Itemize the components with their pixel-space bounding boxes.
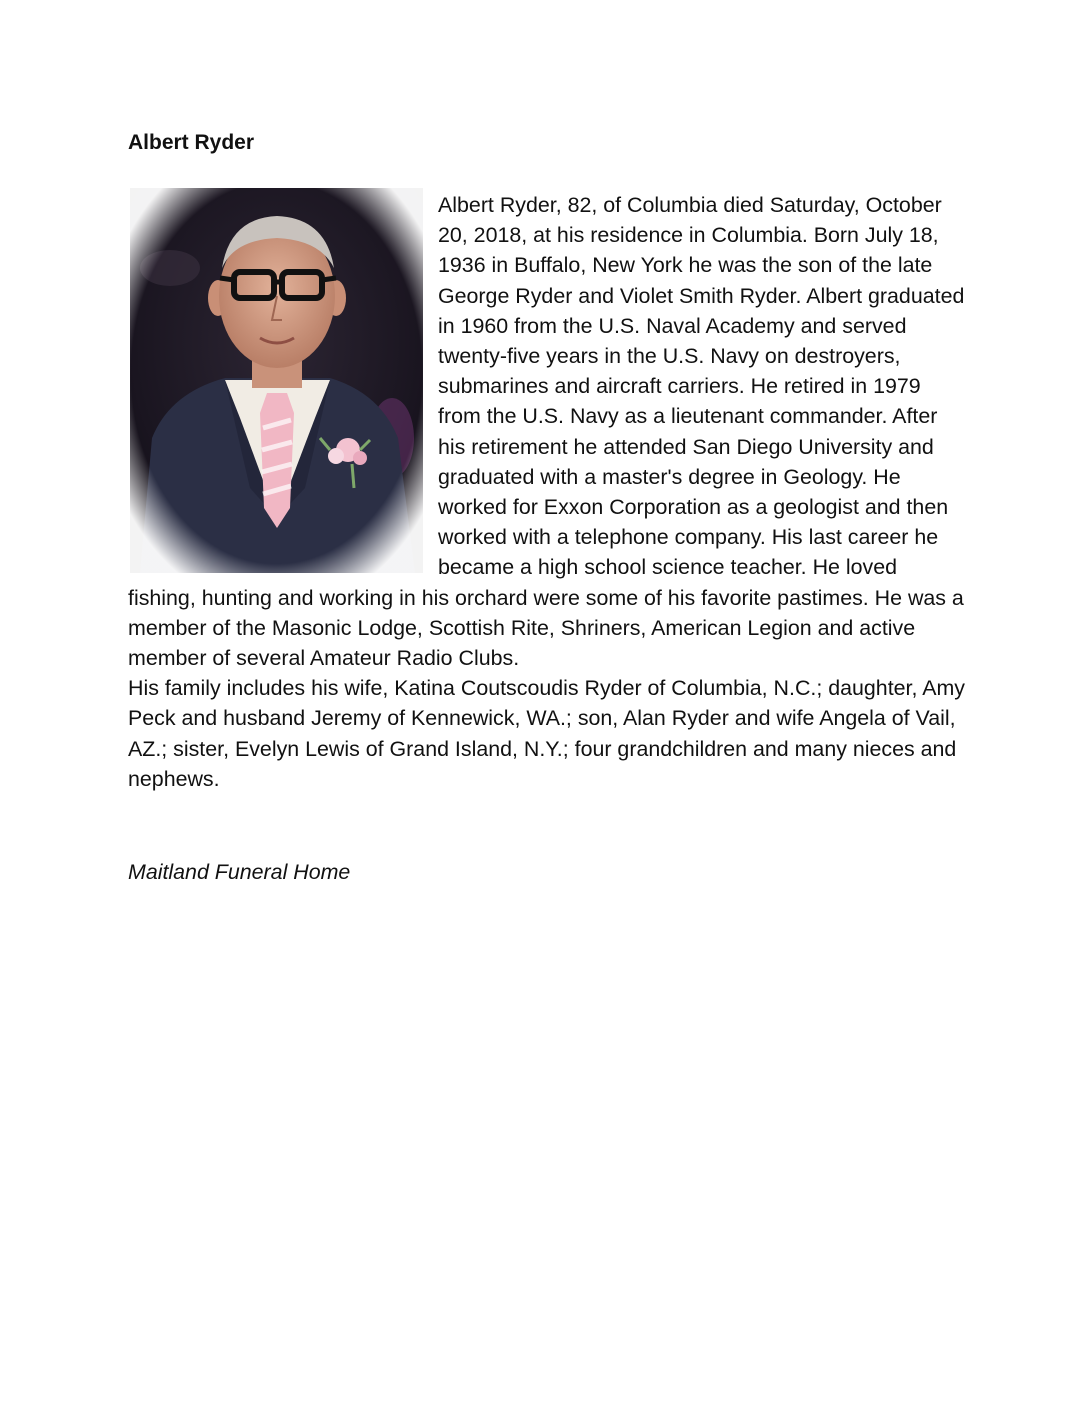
obituary-body xyxy=(128,190,968,794)
funeral-home-credit: Maitland Funeral Home xyxy=(128,860,351,884)
family-paragraph: His family includes his wife, Katina Coutscoudis Ryder of Columbia, N.C.; daughter, Amy Peck and husband Jeremy of Kennewick, WA.; son, Alan Ryder and wife Angela of Vail, AZ.; sister, Evelyn Lewis of Grand Island, N.Y.; four grandchildren and many nieces and nephews. xyxy=(128,676,965,791)
bio-paragraph: Albert Ryder, 82, of Columbia died Saturday, October 20, 2018, at his residence in Columbia. Born July 18, 1936 in Buffalo, New York he was the son of the late George Ryder and Violet Smith Ryder. Albert graduated in 1960 from the U.S. Naval Academy and served twenty-five years in the U.S. Navy on destroyers, submarines and aircraft carriers. He retired in 1979 from the U.S. Navy as a lieutenant commander. After his retirement he attended San Diego University and graduated with a master's degree in Geology. He worked for Exxon Corporation as a geologist and then worked with a telephone company. His last career he became a high school science teacher. He loved fishing, hunting and working in his orchard were some of his favorite pastimes. He was a member of the Masonic Lodge, Scottish Rite, Shriners, American Legion and active member of several Amateur Radio Clubs. xyxy=(128,193,965,671)
photo-spacer xyxy=(128,190,438,582)
obituary-title: Albert Ryder xyxy=(128,131,255,154)
